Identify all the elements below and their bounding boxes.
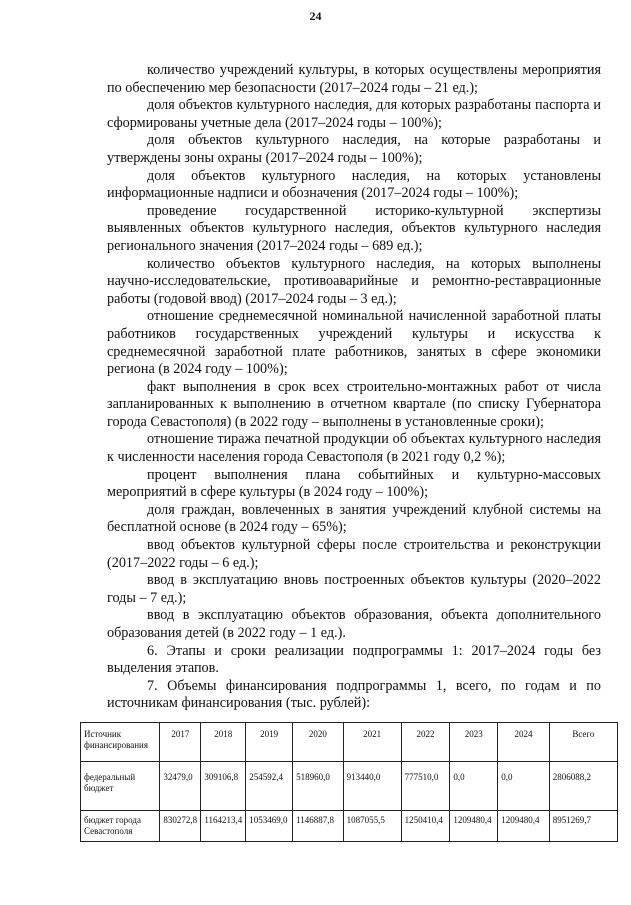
row-label: федеральный бюджет — [81, 762, 160, 811]
header-cell-total: Всего — [549, 723, 617, 762]
table-cell: 913440,0 — [343, 762, 401, 811]
body-text — [107, 62, 601, 713]
table-cell: 518960,0 — [293, 762, 344, 811]
header-cell-year: 2017 — [160, 723, 201, 762]
table-cell: 32479,0 — [160, 762, 201, 811]
table-cell: 1250410,4 — [401, 811, 450, 842]
header-cell-year: 2022 — [401, 723, 450, 762]
paragraph: проведение государственной историко-культурной экспертизы выявленных объектов культурного наследия, объектов культурного наследия регионального значения (2017–2024 годы – 689 ед.); — [107, 202, 601, 254]
section-heading-financing: 7. Объемы финансирования подпрограммы 1, всего, по годам и по источникам финансирования (тыс. рублей): — [107, 677, 601, 712]
table-cell: 1209480,4 — [498, 811, 550, 842]
table-row — [81, 762, 618, 811]
table-cell: 254592,4 — [246, 762, 293, 811]
table-cell: 830272,8 — [160, 811, 201, 842]
header-cell-year: 2023 — [450, 723, 498, 762]
paragraph: доля граждан, вовлеченных в занятия учреждений клубной системы на бесплатной основе (в 2024 году – 65%); — [107, 501, 601, 536]
header-cell-year: 2018 — [201, 723, 246, 762]
paragraph: количество учреждений культуры, в которых осуществлены мероприятия по обеспечению мер безопасности (2017–2024 годы – 21 ед.); — [107, 62, 601, 96]
paragraph: доля объектов культурного наследия, на которых установлены информационные надписи и обозначения (2017–2024 годы – 100%); — [107, 167, 601, 202]
header-cell-year: 2021 — [343, 723, 401, 762]
financing-table — [80, 722, 618, 842]
table-cell: 1164213,4 — [201, 811, 246, 842]
header-cell-year: 2020 — [293, 723, 344, 762]
table-cell: 1209480,4 — [450, 811, 498, 842]
header-cell-year: 2024 — [498, 723, 550, 762]
section-heading-stages: 6. Этапы и сроки реализации подпрограммы 1: 2017–2024 годы без выделения этапов. — [107, 642, 601, 677]
row-label: бюджет города Севастополя — [81, 811, 160, 842]
table-cell-total: 8951269,7 — [549, 811, 617, 842]
table-cell: 1146887,8 — [293, 811, 344, 842]
header-cell-source: Источник финансирования — [81, 723, 160, 762]
paragraph: ввод объектов культурной сферы после строительства и реконструкции (2017–2022 годы – 6 ед.); — [107, 537, 601, 571]
header-cell-year: 2019 — [246, 723, 293, 762]
paragraph: количество объектов культурного наследия, на которых выполнены научно-исследовательские, противоаварийные и ремонтно-реставрационные работы (годовой ввод) (2017–2024 годы – 3 ед.); — [107, 255, 601, 307]
table-cell: 309106,8 — [201, 762, 246, 811]
page-number: 24 — [309, 9, 322, 23]
table-header-row — [81, 723, 618, 762]
table-cell: 0,0 — [450, 762, 498, 811]
paragraph: ввод в эксплуатацию объектов образования, объекта дополнительного образования детей (в 2022 году – 1 ед.). — [107, 607, 601, 641]
paragraph: отношение среднемесячной номинальной начисленной заработной платы работников государственных учреждений культуры и искусства к среднемесячной заработной плате работников, занятых в сфере экономики региона (в 2024 году – 100%); — [107, 308, 601, 378]
paragraph: доля объектов культурного наследия, для которых разработаны паспорта и сформированы учетные дела (2017–2024 годы – 100%); — [107, 97, 601, 131]
paragraph: процент выполнения плана событийных и культурно-массовых мероприятий в сфере культуры (в 2024 году – 100%); — [107, 466, 601, 501]
table-cell: 777510,0 — [401, 762, 450, 811]
paragraph: доля объектов культурного наследия, на которые разработаны и утверждены зоны охраны (2017–2024 годы – 100%); — [107, 132, 601, 166]
table-cell: 1087055,5 — [343, 811, 401, 842]
table-cell: 1053469,0 — [246, 811, 293, 842]
table-cell: 0,0 — [498, 762, 550, 811]
paragraph: отношение тиража печатной продукции об объектах культурного наследия к численности населения города Севастополя (в 2021 году 0,2 %); — [107, 431, 601, 466]
table-row — [81, 811, 618, 842]
table-cell-total: 2806088,2 — [549, 762, 617, 811]
paragraph: факт выполнения в срок всех строительно-монтажных работ от числа запланированных к выполнению в отчетном квартале (по списку Губернатора города Севастополя) (в 2022 году – выполнены в установленные сроки); — [107, 378, 601, 430]
paragraph: ввод в эксплуатацию вновь построенных объектов культуры (2020–2022 годы – 7 ед.); — [107, 572, 601, 606]
